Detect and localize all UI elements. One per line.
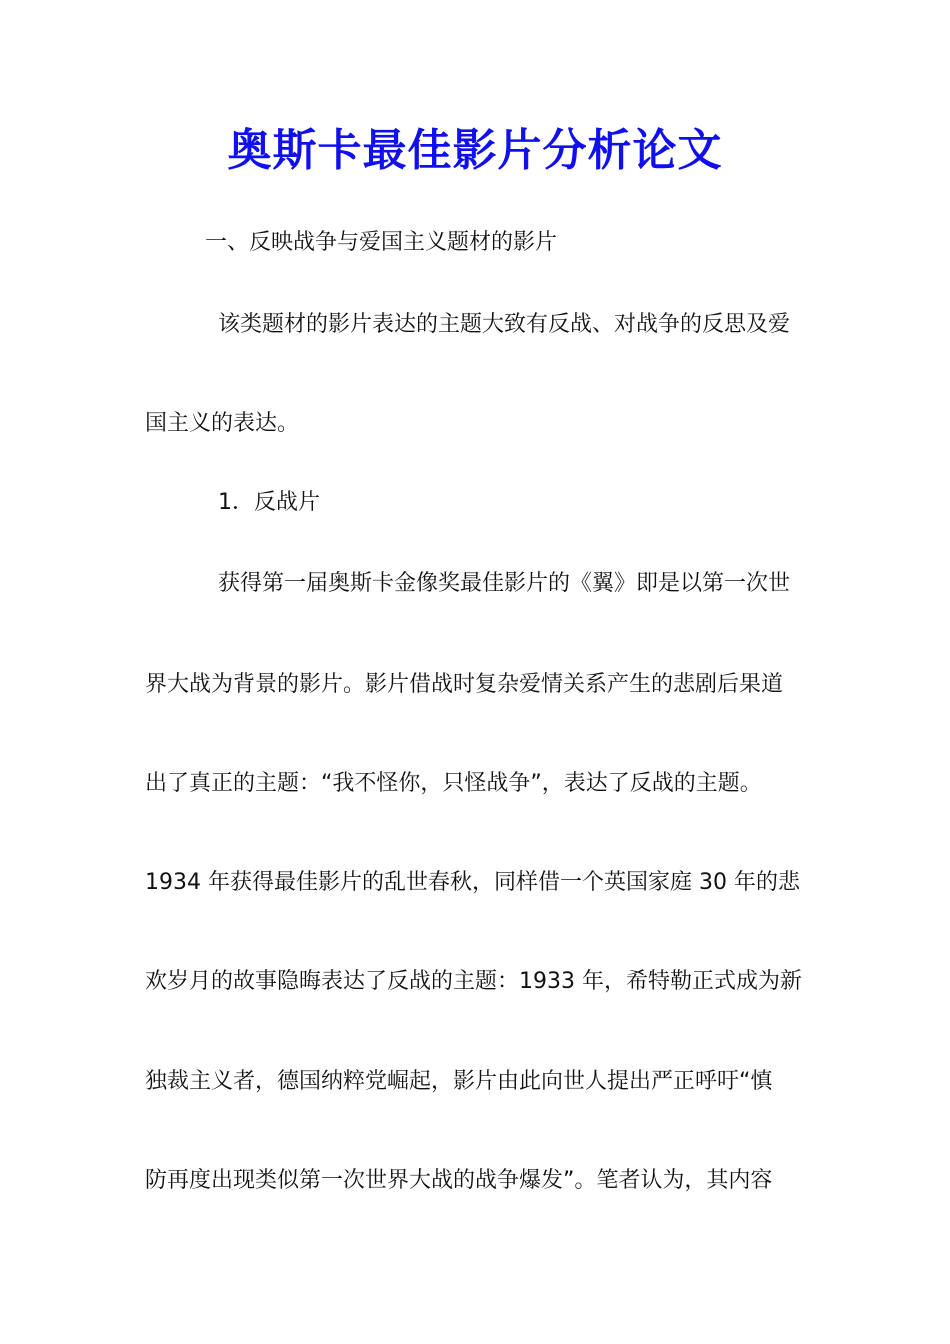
paragraph-line-9: 防再度出现类似第一次世界大战的战争爆发”。笔者认为，其内容 <box>145 1168 773 1193</box>
section-heading-1: 一、反映战争与爱国主义题材的影片 <box>205 230 558 255</box>
paragraph-line-4: 界大战为背景的影片。影片借战时复杂爱情关系产生的悲剧后果道 <box>145 672 784 697</box>
paragraph-line-3: 获得第一届奥斯卡金像奖最佳影片的《翼》即是以第一次世 <box>218 571 791 596</box>
paragraph-line-6: 1934 年获得最佳影片的乱世春秋，同样借一个英国家庭 30 年的悲 <box>145 870 800 895</box>
paragraph-line-1: 该类题材的影片表达的主题大致有反战、对战争的反思及爱 <box>218 312 791 337</box>
paragraph-line-7: 欢岁月的故事隐晦表达了反战的主题：1933 年，希特勒正式成为新 <box>145 969 802 994</box>
document-title: 奥斯卡最佳影片分析论文 <box>227 125 723 176</box>
subsection-heading-1: 1．反战片 <box>218 490 320 515</box>
paragraph-line-5: 出了真正的主题：“我不怪你，只怪战争”，表达了反战的主题。 <box>145 771 762 796</box>
paragraph-line-2: 国主义的表达。 <box>145 411 300 436</box>
paragraph-line-8: 独裁主义者，德国纳粹党崛起，影片由此向世人提出严正呼吁“慎 <box>145 1069 773 1094</box>
